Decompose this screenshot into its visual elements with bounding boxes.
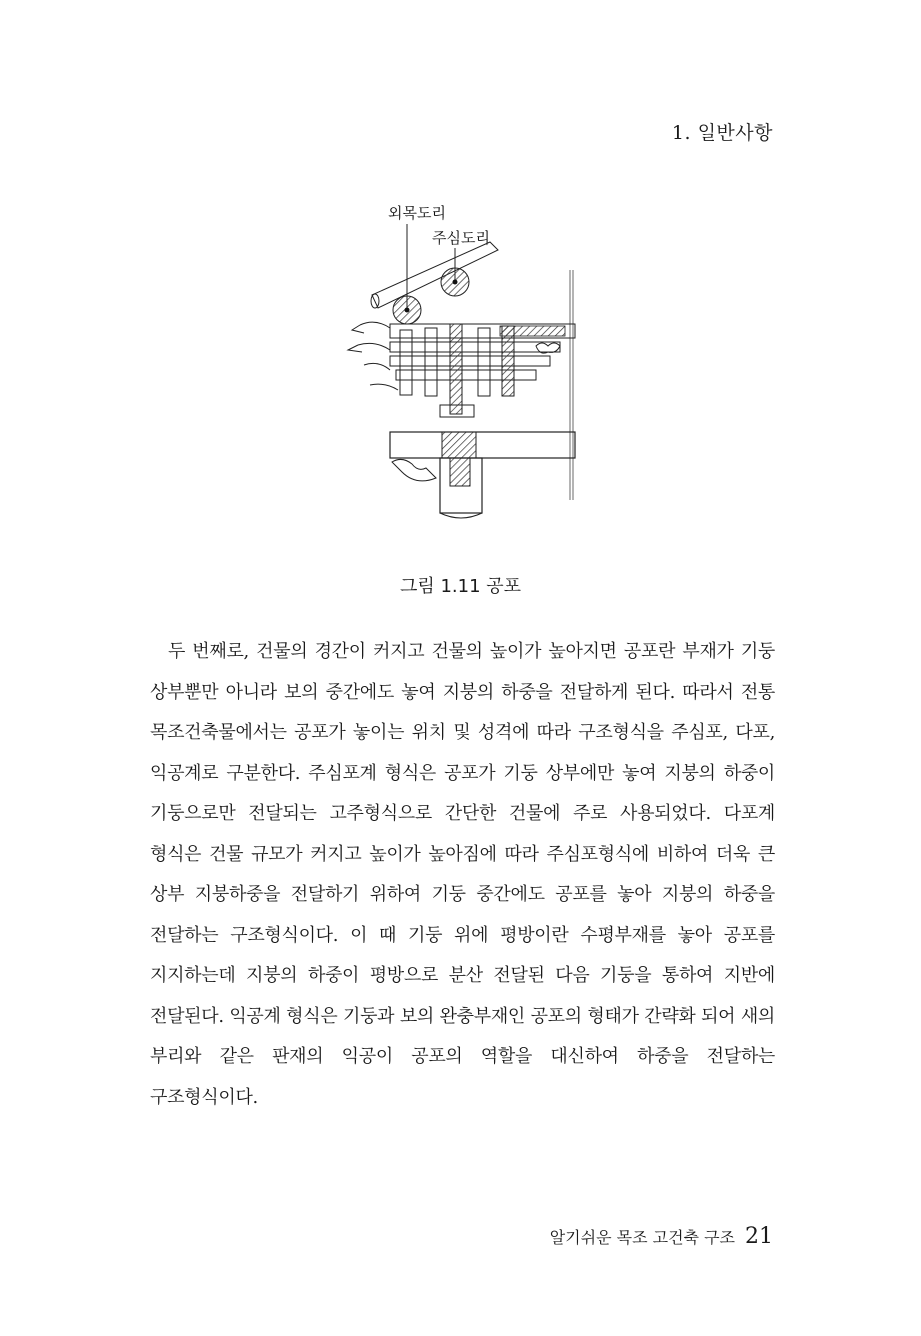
figure-caption: 그림 1.11 공포 [399, 576, 522, 597]
page-number: 21 [745, 1224, 773, 1249]
bracket-drawing [330, 200, 590, 530]
running-head: 1. 일반사항 [671, 122, 773, 144]
label-outer-purlin: 외목도리 [388, 204, 446, 222]
book-title: 알기쉬운 목조 고건축 구조 [549, 1228, 735, 1247]
bracket-figure [330, 200, 590, 530]
label-main-purlin: 주심도리 [432, 229, 490, 247]
body-paragraph: 두 번째로, 건물의 경간이 커지고 건물의 높이가 높아지면 공포란 부재가 기둥 상부뿐만 아니라 보의 중간에도 놓여 지붕의 하중을 전달하게 된다. 따라서 전통 목조건축물에서는 공포가 놓이는 위치 및 성격에 따라 구조형식을 주심포, 다포, 익공계로 구분한다. 주심포계 형식은 공포가 기둥 상부에만 놓여 지붕의 하중이 기둥으로만 전달되는 고주형식으로 간단한 건물에 주로 사용되었다. 다포계 형식은 건물 규모가 커지고 높이가 높아짐에 따라 주심포형식에 비하여 더욱 큰 상부 지붕하중을 전달하기 위하여 기둥 중간에도 공포를 놓아 지붕의 하중을 전달하는 구조형식이다. 이 때 기둥 위에 평방이란 수평부재를 놓아 공포를 지지하는데 지붕의 하중이 평방으로 분산 전달된 다음 기둥을 통하여 지반에 전달된다. 익공계 형식은 기둥과 보의 완충부재인 공포의 형태가 간략화 되어 새의 부리와 같은 판재의 익공이 공포의 역할을 대신하여 하중을 전달하는 구조형식이다. [150, 641, 775, 1108]
page-footer [550, 1224, 773, 1249]
